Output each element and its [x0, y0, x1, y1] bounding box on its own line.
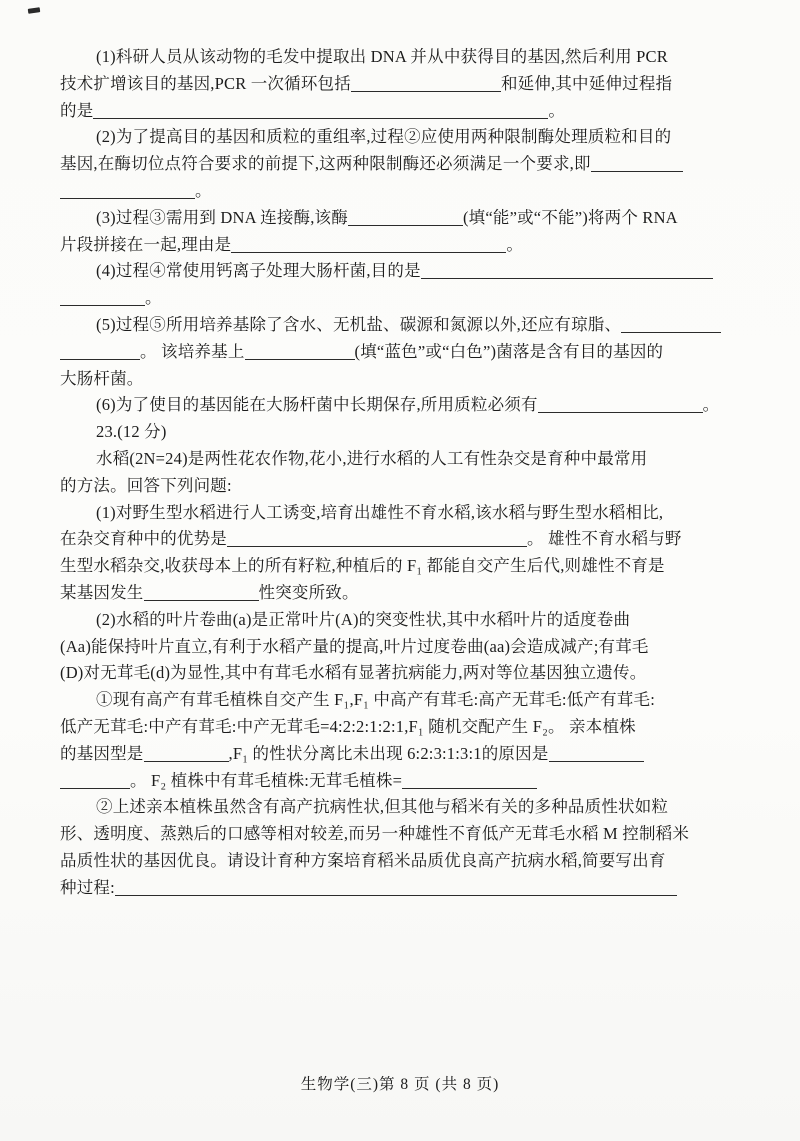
- text-line: [60, 392, 764, 419]
- text-line: [60, 285, 764, 312]
- text-segment: 大肠杆菌。: [60, 368, 144, 388]
- text-line: [60, 687, 764, 714]
- answer-blank: [115, 879, 677, 896]
- text-line: [60, 848, 764, 875]
- text-segment: 的基因型是: [60, 743, 144, 763]
- text-line: [60, 794, 764, 821]
- text-segment: (6)为了使目的基因能在大肠杆菌中长期保存,所用质粒必须有: [96, 395, 538, 415]
- text-line: [60, 580, 764, 607]
- text-segment: ①现有高产有茸毛植株自交产生 F₁,F₁ 中高产有茸毛:高产无茸毛:低产有茸毛:: [96, 690, 655, 710]
- text-segment: ②上述亲本植株虽然含有高产抗病性状,但其他与稻米有关的多种品质性状如粒: [96, 797, 669, 817]
- text-line: [60, 741, 764, 768]
- text-segment: 的方法。回答下列问题:: [60, 475, 232, 495]
- text-segment: 。: [145, 288, 162, 308]
- text-line: [60, 419, 764, 446]
- text-line: [60, 312, 764, 339]
- text-segment: 生型水稻杂交,收获母本上的所有籽粒,种植后的 F₁ 都能自交产生后代,则雄性不育是: [60, 556, 665, 576]
- answer-blank: [402, 772, 537, 789]
- text-segment: (4)过程④常使用钙离子处理大肠杆菌,目的是: [96, 261, 421, 281]
- text-line: [60, 339, 764, 366]
- text-segment: (5)过程⑤所用培养基除了含水、无机盐、碳源和氮源以外,还应有琼脂、: [96, 314, 622, 334]
- text-line: [60, 821, 764, 848]
- text-segment: 性突变所致。: [258, 582, 359, 602]
- text-line: [60, 178, 764, 205]
- text-line: [60, 151, 764, 178]
- text-segment: (3)过程③需用到 DNA 连接酶,该酶: [96, 207, 348, 227]
- text-segment: 23.(12 分): [96, 422, 167, 442]
- text-segment: 种过程:: [60, 877, 115, 897]
- text-line: [60, 232, 764, 259]
- text-segment: (Aa)能保持叶片直立,有利于水稻产量的提高,叶片过度卷曲(aa)会造成减产;有茸毛: [60, 636, 649, 656]
- text-segment: ,F₁ 的性状分离比未出现 6:2:3:1:3:1的原因是: [228, 743, 549, 763]
- text-line: [60, 714, 764, 741]
- text-segment: 。: [195, 180, 212, 200]
- answer-blank: [348, 209, 463, 226]
- answer-blank: [60, 772, 130, 789]
- text-line: [60, 258, 764, 285]
- answer-blank: [538, 397, 703, 414]
- answer-blank: [351, 75, 501, 92]
- answer-blank: [60, 290, 145, 307]
- text-line: [60, 366, 764, 393]
- text-segment: 的是: [60, 100, 94, 120]
- text-segment: (填“蓝色”或“白色”)菌落是含有目的基因的: [354, 341, 664, 361]
- text-line: [60, 607, 764, 634]
- footer-text: 生物学(三)第 8 页 (共 8 页): [300, 1076, 500, 1093]
- text-line: [60, 44, 764, 71]
- answer-blank: [245, 343, 355, 360]
- answer-blank: [60, 343, 140, 360]
- text-segment: (1)对野生型水稻进行人工诱变,培育出雄性不育水稻,该水稻与野生型水稻相比,: [96, 502, 664, 522]
- text-segment: 低产无茸毛:中产有茸毛:中产无茸毛=4:2:2:1:2:1,F₁ 随机交配产生 F₂。 亲本植株: [60, 716, 636, 736]
- text-segment: (1)科研人员从该动物的毛发中提取出 DNA 并从中获得目的基因,然后利用 PCR: [96, 47, 668, 66]
- answer-blank: [549, 745, 644, 762]
- text-line: [60, 553, 764, 580]
- text-line: [60, 500, 764, 527]
- scan-artifact: [28, 7, 41, 14]
- text-segment: 。 该培养基上: [140, 341, 245, 361]
- answer-blank: [591, 156, 683, 173]
- answer-blank: [144, 745, 229, 762]
- page-footer: [0, 1072, 800, 1094]
- text-line: [60, 71, 764, 98]
- text-segment: (填“能”或“不能”)将两个 RNA: [462, 207, 678, 227]
- text-segment: 水稻(2N=24)是两性花农作物,花小,进行水稻的人工有性杂交是育种中最常用: [96, 448, 648, 468]
- text-segment: 基因,在酶切位点符合要求的前提下,这两种限制酶还必须满足一个要求,即: [60, 154, 591, 174]
- answer-blank: [60, 182, 195, 199]
- text-segment: 形、透明度、蒸熟后的口感等相对较差,而另一种雄性不育低产无茸毛水稻 M 控制稻米: [60, 824, 690, 844]
- text-segment: 。: [702, 395, 720, 415]
- text-line: [60, 473, 764, 500]
- text-line: [60, 446, 764, 473]
- answer-blank: [227, 531, 527, 548]
- text-segment: 和延伸,其中延伸过程指: [500, 73, 673, 93]
- text-segment: 片段拼接在一起,理由是: [60, 234, 232, 254]
- answer-blank: [621, 316, 721, 333]
- text-line: [60, 875, 764, 902]
- text-segment: (2)为了提高目的基因和质粒的重组率,过程②应使用两种限制酶处理质粒和目的: [96, 127, 672, 147]
- text-line: [60, 98, 764, 125]
- text-line: [60, 634, 764, 661]
- text-segment: 。: [506, 234, 524, 254]
- text-segment: 。 雄性不育水稻与野: [527, 529, 682, 549]
- text-line: [60, 660, 764, 687]
- text-segment: 技术扩增该目的基因,PCR 一次循环包括: [60, 73, 351, 93]
- text-segment: 。 F₂ 植株中有茸毛植株:无茸毛植株=: [130, 770, 403, 790]
- text-line: [60, 205, 764, 232]
- answer-blank: [144, 584, 259, 601]
- text-line: [60, 768, 764, 795]
- text-line: [60, 124, 764, 151]
- text-segment: (D)对无茸毛(d)为显性,其中有茸毛水稻有显著抗病能力,两对等位基因独立遗传。: [60, 663, 647, 683]
- text-line: [60, 526, 764, 553]
- answer-blank: [231, 236, 506, 253]
- text-segment: 。: [548, 100, 566, 120]
- answer-blank: [93, 102, 548, 119]
- text-segment: (2)水稻的叶片卷曲(a)是正常叶片(A)的突变性状,其中水稻叶片的适度卷曲: [96, 609, 631, 629]
- answer-blank: [421, 263, 713, 280]
- text-segment: 在杂交育种中的优势是: [60, 529, 227, 549]
- text-segment: 品质性状的基因优良。请设计育种方案培育稻米品质优良高产抗病水稻,简要写出育: [60, 850, 666, 870]
- document-body: [60, 44, 764, 902]
- text-segment: 某基因发生: [60, 582, 144, 602]
